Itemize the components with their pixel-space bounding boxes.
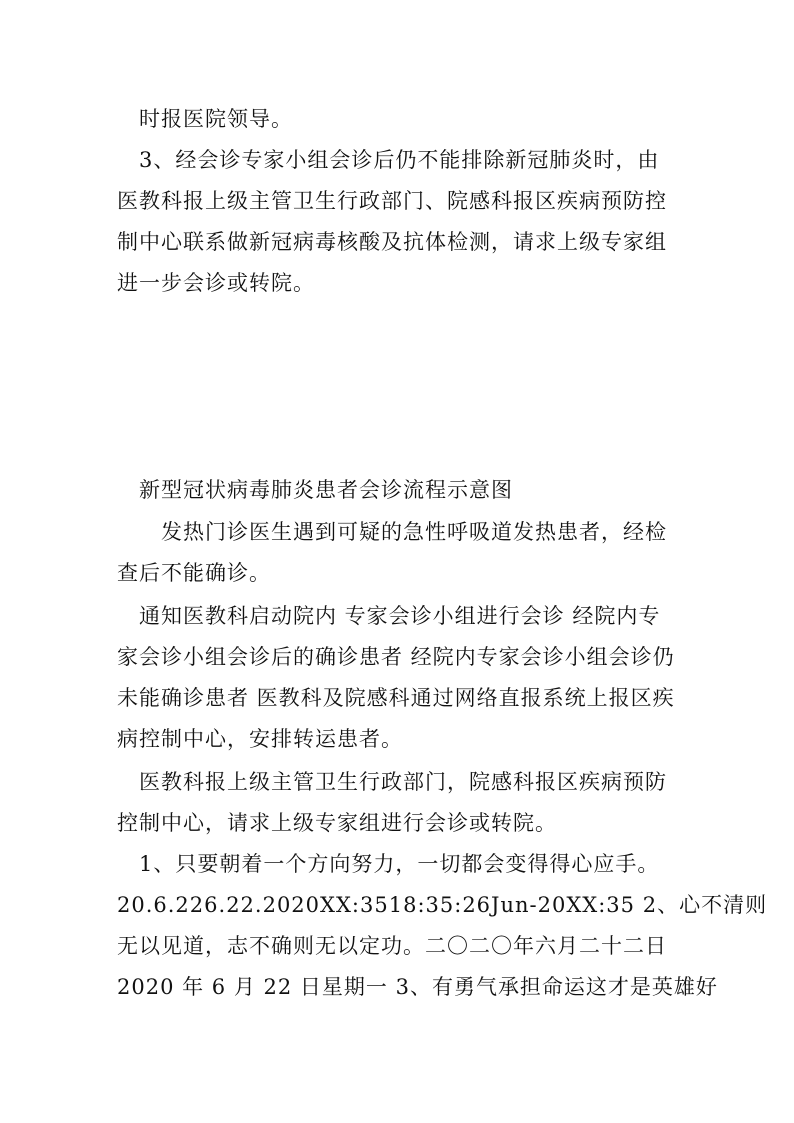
closing-line: 无以见道，志不确则无以定功。二〇二〇年六月二十二日 (117, 934, 667, 958)
paragraph-report-upper-level: 医教科报上级主管卫生行政部门，院感科报区疾病预防控制中心，请求上级专家组进行会诊或转院。 (117, 770, 667, 835)
closing-line: 1、只要朝着一个方向努力，一切都会变得得心应手。 (139, 852, 660, 876)
flowchart-title: 新型冠状病毒肺炎患者会诊流程示意图 (139, 478, 513, 502)
paragraph-report-leaders: 时报医院领导。 (139, 107, 293, 131)
closing-line: 20.6.226.22.2020XX:3518:35:26Jun-20XX:35 2、心不清则 (117, 893, 768, 917)
closing-quotes (117, 844, 768, 1008)
closing-line: 2020 年 6 月 22 日星期一 3、有勇气承担命运这才是英雄好 (117, 975, 718, 999)
paragraph-step-3: 3、经会诊专家小组会诊后仍不能排除新冠肺炎时，由医教科报上级主管卫生行政部门、院感科报区疾病预防控制中心联系做新冠病毒核酸及抗体检测，请求上级专家组进一步会诊或转院。 (117, 148, 667, 295)
paragraph-expert-consultation: 通知医教科启动院内 专家会诊小组进行会诊 经院内专家会诊小组会诊后的确诊患者 经院内专家会诊小组会诊仍未能确诊患者 医教科及院感科通过网络直报系统上报区疾病控制中心，安排转运患者。 (117, 604, 675, 751)
paragraph-fever-clinic: 发热门诊医生遇到可疑的急性呼吸道发热患者，经检查后不能确诊。 (117, 520, 667, 585)
